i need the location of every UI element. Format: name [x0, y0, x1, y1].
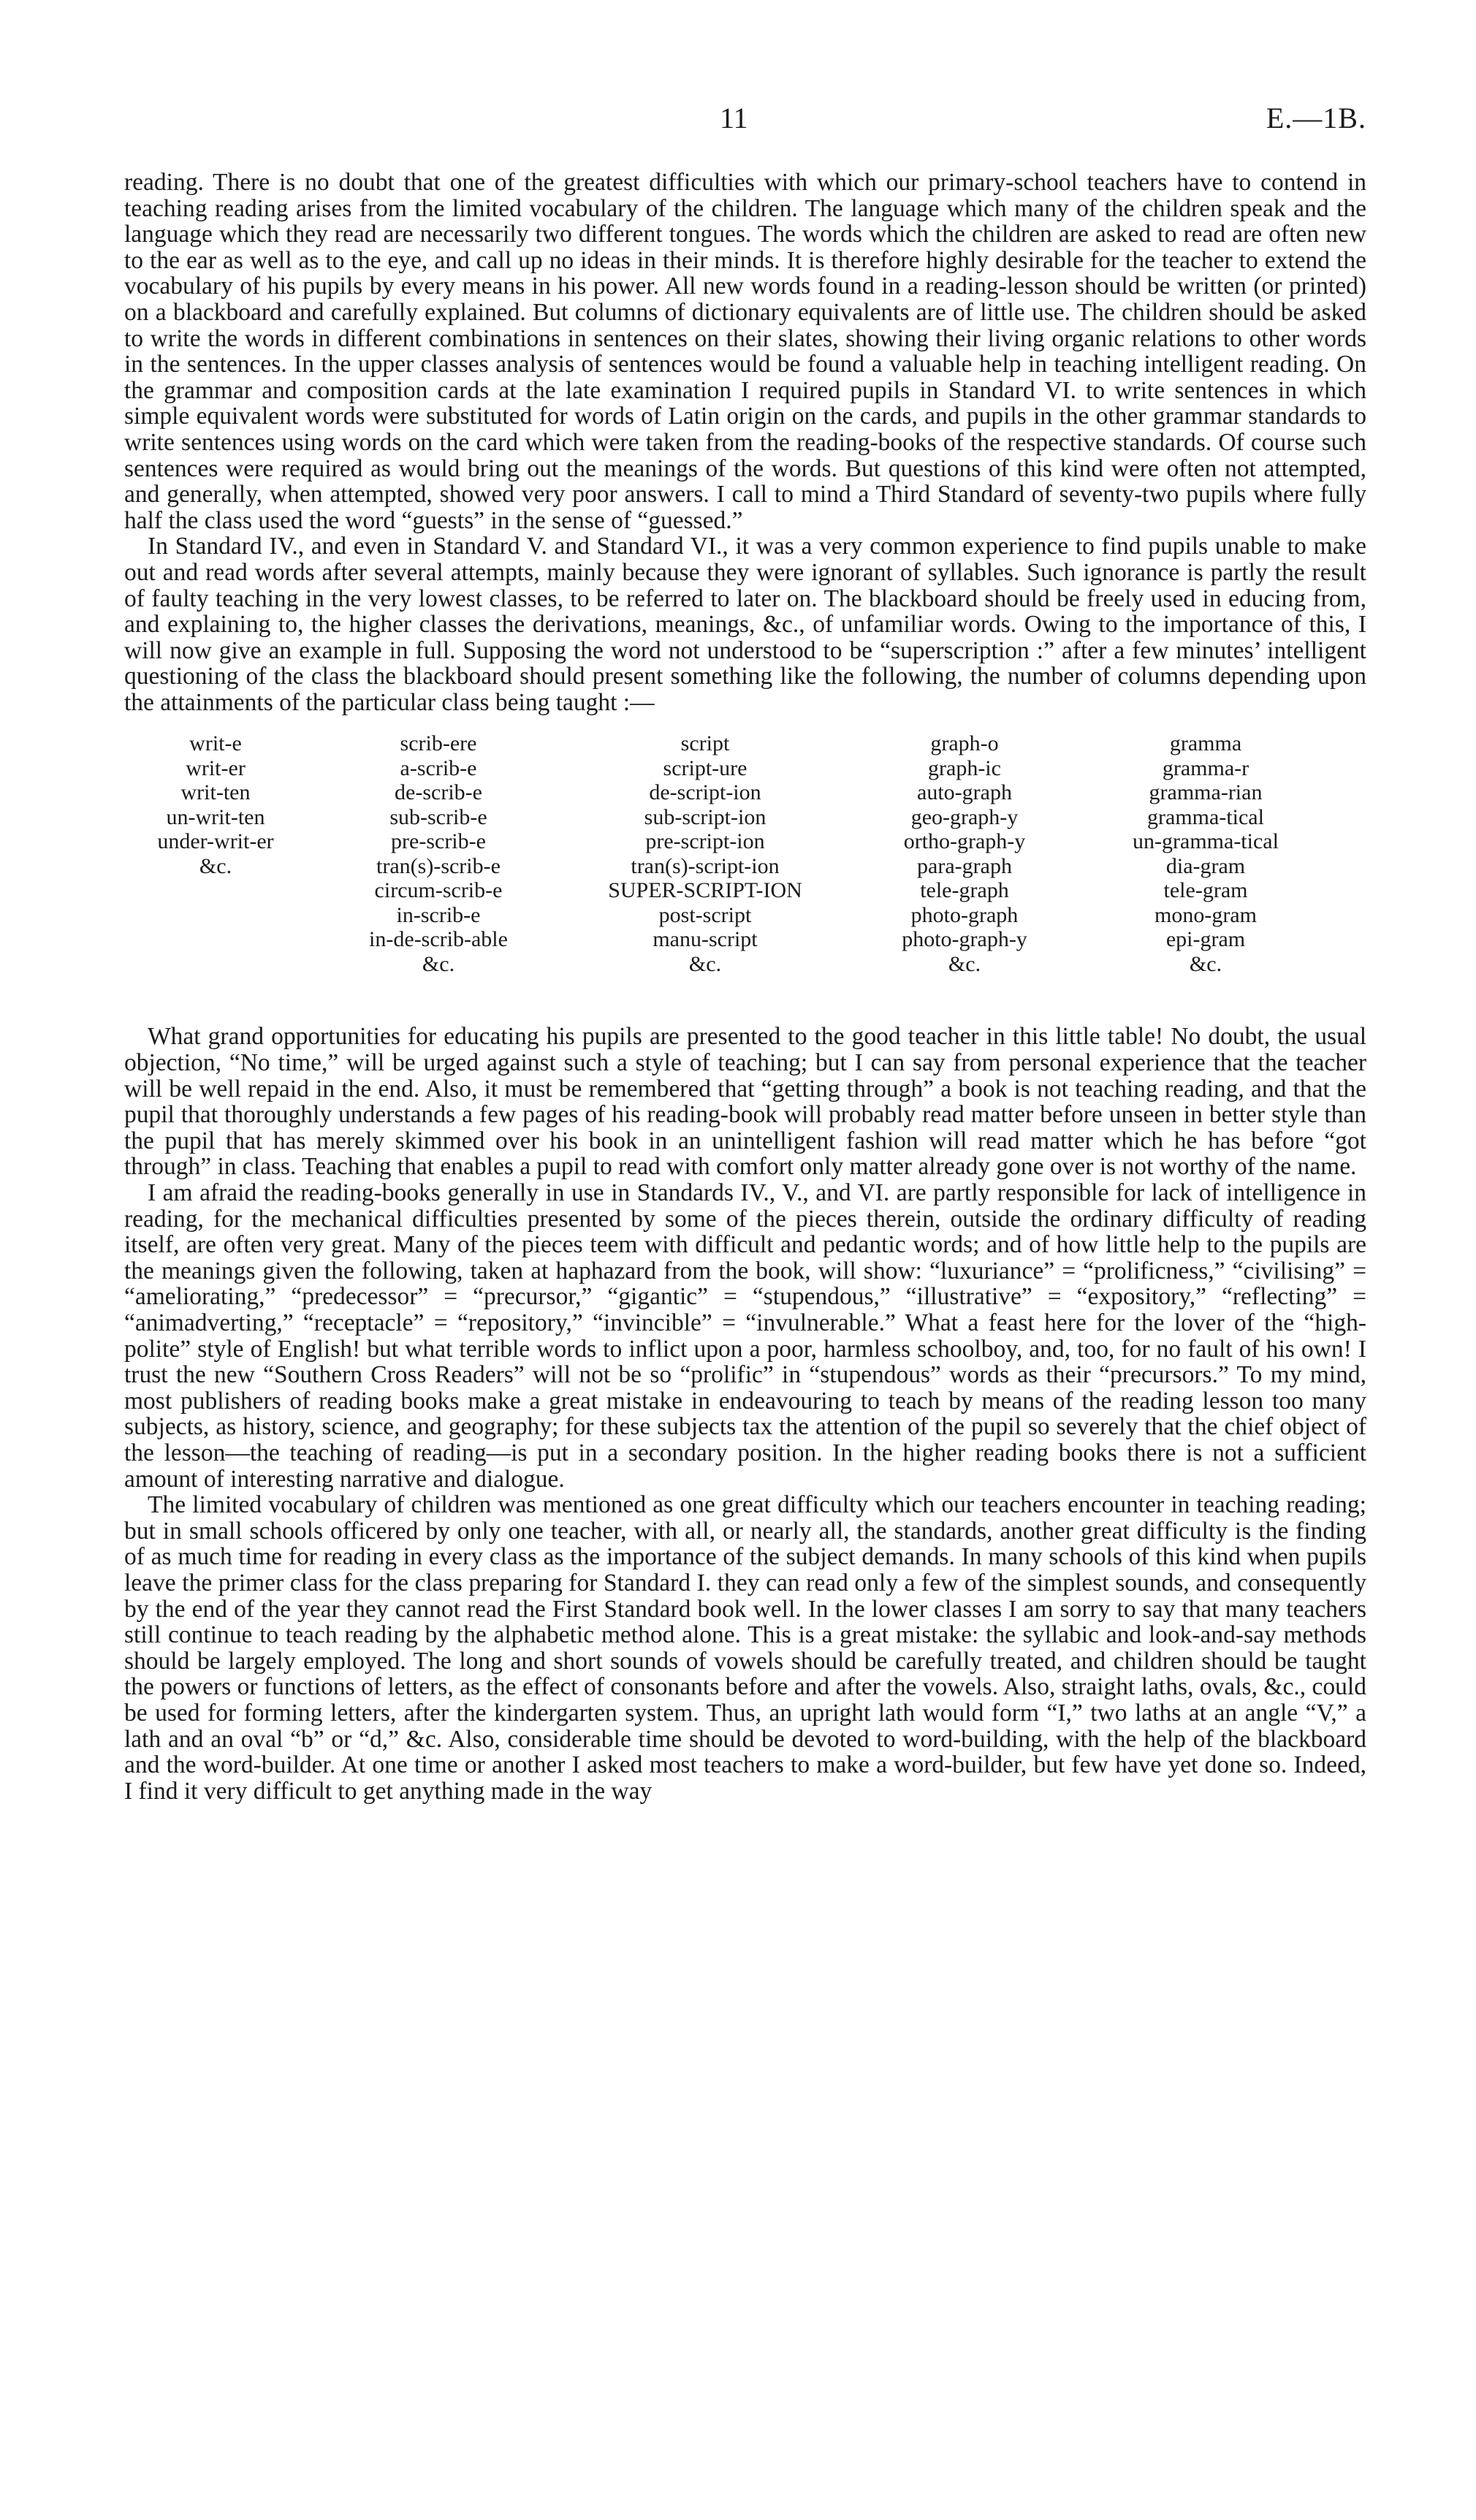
table-cell: gramma-tical	[1147, 804, 1264, 829]
page-header	[0, 101, 1476, 145]
table-column-writ	[132, 731, 300, 878]
table-cell: tele-graph	[920, 878, 1009, 903]
paragraph-opportunities: What grand opportunities for educating his pupils are presented to the good teacher in this little table! No doubt, the usual objection, “No time,” will be urged against such a style of teaching; but I can say from personal experience that the teacher will be well repaid in the end. Also, it must be remembered that “getting through” a book is not teaching reading, and that the pupil that thoroughly understands a few pages of his reading-book will probably read matter before unseen in better style than the pupil that has merely skimmed over his book in an unintelligent fashion will read matter which he has before “got through” in class. Teaching that enables a pupil to read with comfort only matter already gone over is not worthy of the name.	[124, 1023, 1366, 1181]
table-cell: auto-graph	[917, 780, 1012, 805]
table-cell: tran(s)-scrib-e	[376, 853, 501, 878]
table-cell: script	[680, 731, 730, 756]
paragraph-reading-books: I am afraid the reading-books generally in use in Standards IV., V., and VI. are partly responsible for lack of intelligence in reading, for the mechanical difficulties presented by some of the pieces therein, outside the ordinary difficulty of reading itself, are often very great. Many of the pieces teem with difficult and pedantic words; and of how little help to the pupils are the meanings given the following, taken at haphazard from the book, will show: “luxuriance” = “prolificness,” “civilising” = “ameliorating,” “predecessor” = “precursor,” “gigantic” = “stupendous,” “illustrative” = “expository,” “reflecting” = “animadverting,” “receptacle” = “repository,” “invincible” = “invulnerable.” What a feast here for the lover of the “high-polite” style of English! but what terrible words to inflict upon a poor, harmless schoolboy, and, too, for no fault of his own! I trust the new “Southern Cross Readers” will not be so “prolific” in “stupendous” words as their “precursors.” To my mind, most publishers of reading books make a great mistake in endeavouring to teach by means of the reading lesson too many subjects, as history, science, and geography; for these subjects tax the attention of the pupil so severely that the chief object of the lesson—the teaching of reading—is put in a secondary position. In the higher reading books there is not a sufficient amount of interesting narrative and dialogue.	[124, 1179, 1366, 1493]
table-cell: post-script	[658, 902, 752, 927]
table-cell: under-writ-er	[157, 829, 274, 854]
table-cell: tele-gram	[1163, 878, 1248, 903]
table-column-gramma	[1096, 731, 1315, 976]
table-cell: photo-graph-y	[902, 927, 1027, 952]
table-cell: sub-scrib-e	[389, 804, 487, 829]
table-cell: scrib-ere	[400, 731, 477, 756]
table-cell: circum-scrib-e	[374, 878, 503, 903]
table-cell: writ-er	[186, 755, 246, 780]
table-cell: writ-ten	[180, 780, 251, 805]
table-cell: epi-gram	[1165, 927, 1246, 952]
word-derivation-table	[124, 731, 1366, 1016]
table-cell: graph-ic	[928, 755, 1001, 780]
table-cell: a-scrib-e	[400, 755, 477, 780]
table-cell: SUPER-SCRIPT-ION	[608, 878, 802, 903]
table-cell: manu-script	[653, 927, 758, 952]
table-cell: geo-graph-y	[910, 804, 1019, 829]
paragraph-limited-vocabulary: The limited vocabulary of children was mentioned as one great difficulty which our teachers encounter in teaching reading; but in small schools officered by only one teacher, with all, or nearly all, the standards, another great difficulty is the finding of as much time for reading in every class as the importance of the subject demands. In many schools of this kind when pupils leave the primer class for the class preparing for Standard I. they can read only a few of the simplest sounds, and consequently by the end of the year they cannot read the First Standard book well. In the lower classes I am sorry to say that many teachers still continue to teach reading by the alphabetic method alone. This is a great mistake: the syllabic and look-and-say methods should be largely employed. The long and short sounds of vowels should be carefully treated, and children should be taught the powers or functions of letters, as the effect of consonants before and after the vowels. Also, straight laths, ovals, &c., could be used for forming letters, after the kindergarten system. Thus, an upright lath would form “I,” two laths at an angle “V,” a lath and an oval “b” or “d,” &c. Also, considerable time should be devoted to word-building, with the help of the blackboard and the word-builder. At one time or another I asked most teachers to make a word-builder, but few have yet done so. Indeed, I find it very difficult to get anything made in the way	[124, 1491, 1366, 1805]
table-cell: tran(s)-script-ion	[631, 853, 780, 878]
table-cell: script-ure	[663, 755, 747, 780]
table-cell: in-de-scrib-able	[369, 927, 508, 952]
page-number: 11	[720, 102, 748, 134]
table-cell: writ-e	[189, 731, 242, 756]
table-cell: gramma-rian	[1149, 780, 1263, 805]
document-reference: E.—1B.	[1266, 102, 1366, 134]
table-cell: graph-o	[930, 731, 999, 756]
paragraph-vocabulary: reading. There is no doubt that one of the greatest difficulties with which our primary-school teachers have to contend in teaching reading arises from the limited vocabulary of the children. The language which many of the children speak and the language which they read are necessarily two different tongues. The words which the children are asked to read are often new to the ear as well as to the eye, and call up no ideas in their minds. It is therefore highly desirable for the teacher to extend the vocabulary of his pupils by every means in his power. All new words found in a reading-lesson should be written (or printed) on a blackboard and carefully explained. But columns of dictionary equivalents are of little use. The children should be asked to write the words in different combinations in sentences on their slates, showing their living organic relations to other words in the sentences. In the upper classes analysis of sentences would be found a valuable help in teaching intelligent reading. On the grammar and composition cards at the late examination I required pupils in Standard VI. to write sentences in which simple equivalent words were substituted for words of Latin origin on the cards, and pupils in the other grammar standards to write sentences using words on the card which were taken from the reading-books of the respective standards. Of course such sentences were required as would bring out the meanings of the words. But questions of this kind were often not attempted, and generally, when attempted, showed very poor answers. I call to mind a Third Standard of seventy-two pupils where fully half the class used the word “guests” in the sense of “guessed.”	[124, 169, 1366, 534]
table-cell: gramma-r	[1162, 755, 1249, 780]
table-cell: de-scrib-e	[395, 780, 482, 805]
table-column-script	[585, 731, 826, 976]
table-cell: &c.	[199, 853, 232, 878]
paragraph-syllables: In Standard IV., and even in Standard V. and Standard VI., it was a very common experience to find pupils unable to make out and read words after several attempts, mainly because they were ignorant of syllables. Such ignorance is partly the result of faulty teaching in the very lowest classes, to be referred to later on. The blackboard should be freely used in educing from, and explaining to, the higher classes the derivations, meanings, &c., of unfamiliar words. Owing to the importance of this, I will now give an example in full. Supposing the word not understood to be “superscription :” after a few minutes’ intelligent questioning of the class the blackboard should present something like the following, the number of columns depending upon the attainments of the particular class being taught :—	[124, 533, 1366, 716]
table-cell: sub-script-ion	[644, 804, 766, 829]
table-cell: ortho-graph-y	[903, 829, 1026, 854]
table-cell: mono-gram	[1154, 902, 1257, 927]
table-cell: in-scrib-e	[396, 902, 481, 927]
table-cell: un-gramma-tical	[1133, 829, 1279, 854]
table-cell: de-script-ion	[649, 780, 761, 805]
table-cell: &c.	[688, 951, 722, 976]
table-cell: para-graph	[917, 853, 1012, 878]
table-cell: pre-scrib-e	[391, 829, 486, 854]
table-cell: &c.	[422, 951, 455, 976]
table-cell: photo-graph	[910, 902, 1019, 927]
table-column-graph	[862, 731, 1067, 976]
table-cell: &c.	[1189, 951, 1222, 976]
table-cell: gramma	[1169, 731, 1242, 756]
table-cell: dia-gram	[1165, 853, 1246, 878]
table-cell: &c.	[948, 951, 981, 976]
table-column-scrib	[336, 731, 541, 976]
table-cell: un-writ-ten	[166, 804, 265, 829]
table-cell: pre-script-ion	[645, 829, 765, 854]
body-text	[124, 170, 1366, 1804]
